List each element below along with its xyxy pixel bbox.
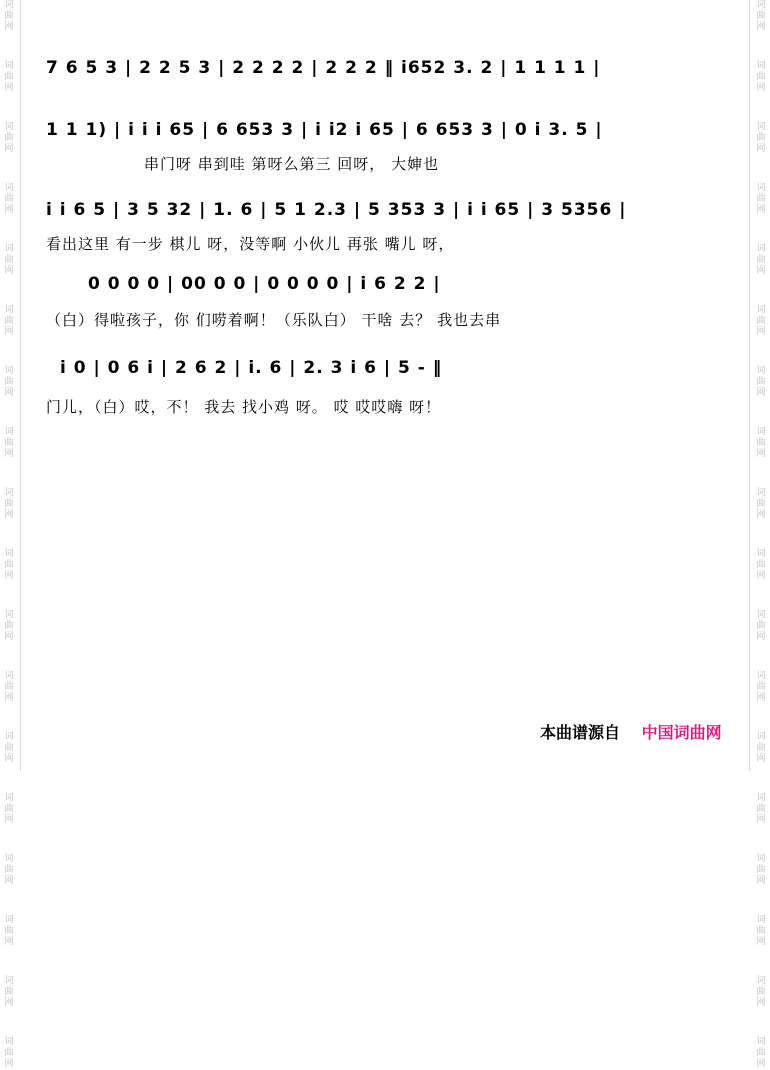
- watermark-char: 网: [756, 815, 766, 825]
- watermark-char: 网: [4, 693, 14, 703]
- watermark-char: 曲: [756, 316, 766, 326]
- watermark-char: 网: [4, 815, 14, 825]
- watermark-char: 网: [4, 22, 14, 32]
- watermark-char: 曲: [4, 316, 14, 326]
- watermark-char: 网: [756, 571, 766, 581]
- site-name-link[interactable]: 中国词曲网: [641, 723, 722, 742]
- watermark-char: 词: [756, 488, 766, 498]
- watermark-char: 词: [4, 366, 14, 376]
- watermark-char: 网: [756, 205, 766, 215]
- score-line-1-notes: 7 6 5 3 | 2 2 5 3 | 2 2 2 2 | 2 2 2 ‖ i652 3. 2 | 1 1 1 1 |: [46, 58, 601, 78]
- score-line-2-notes: 1 1 1) | i i i 65 | 6 653 3 | i i2 i 65 | 6 653 3 | 0 i 3. 5 |: [46, 120, 603, 140]
- watermark-char: 网: [4, 510, 14, 520]
- watermark-char: 曲: [4, 194, 14, 204]
- watermark-char: 网: [756, 510, 766, 520]
- watermark-char: 词: [756, 915, 766, 925]
- watermark-char: 网: [756, 327, 766, 337]
- watermark-char: 词: [756, 305, 766, 315]
- watermark-char: 词: [4, 1037, 14, 1047]
- right-border-line: [749, 0, 750, 771]
- score-line-3-lyrics: 看出这里 有一步 棋儿 呀，没等啊 小伙儿 再张 嘴儿 呀，: [46, 235, 455, 253]
- watermark-char: 网: [4, 388, 14, 398]
- watermark-char: 词: [756, 732, 766, 742]
- watermark-char: 网: [4, 632, 14, 642]
- watermark-char: 曲: [756, 865, 766, 875]
- score-line-4-notes: 0 0 0 0 | 00 0 0 | 0 0 0 0 | i 6 2 2 |: [88, 274, 441, 294]
- score-line-5-notes: i 0 | 0 6 i | 2 6 2 | i. 6 | 2. 3 i 6 | 5 - ‖: [60, 358, 443, 378]
- watermark-char: 曲: [4, 438, 14, 448]
- watermark-char: 曲: [4, 621, 14, 631]
- watermark-char: 曲: [756, 560, 766, 570]
- watermark-char: 词: [4, 244, 14, 254]
- watermark-char: 词: [756, 61, 766, 71]
- watermark-char: 网: [756, 22, 766, 32]
- watermark-char: 曲: [756, 804, 766, 814]
- watermark-char: 网: [4, 144, 14, 154]
- watermark-char: 词: [756, 549, 766, 559]
- watermark-char: 网: [4, 205, 14, 215]
- watermark-char: 网: [756, 83, 766, 93]
- watermark-char: 词: [756, 0, 766, 10]
- right-watermark-column: [754, 0, 768, 1069]
- watermark-char: 网: [4, 327, 14, 337]
- watermark-char: 网: [4, 937, 14, 947]
- watermark-char: 曲: [4, 804, 14, 814]
- watermark-char: 曲: [756, 682, 766, 692]
- watermark-char: 词: [756, 793, 766, 803]
- score-line-3-notes: i i 6 5 | 3 5 32 | 1. 6 | 5 1 2.3 | 5 353 3 | i i 65 | 3 5356 |: [46, 200, 627, 220]
- watermark-char: 曲: [756, 194, 766, 204]
- music-score: [46, 52, 726, 452]
- watermark-char: 网: [756, 449, 766, 459]
- watermark-char: 网: [756, 876, 766, 886]
- watermark-char: 词: [756, 244, 766, 254]
- watermark-char: 网: [756, 632, 766, 642]
- watermark-char: 网: [756, 266, 766, 276]
- watermark-char: 词: [4, 976, 14, 986]
- watermark-char: 词: [4, 549, 14, 559]
- watermark-char: 曲: [756, 926, 766, 936]
- left-watermark-column: [2, 0, 16, 1069]
- watermark-char: 词: [756, 854, 766, 864]
- watermark-char: 曲: [4, 72, 14, 82]
- watermark-char: 词: [4, 183, 14, 193]
- watermark-char: 词: [4, 793, 14, 803]
- watermark-char: 词: [4, 671, 14, 681]
- watermark-char: 曲: [756, 11, 766, 21]
- watermark-char: 词: [4, 122, 14, 132]
- watermark-char: 网: [756, 1059, 766, 1069]
- watermark-char: 网: [4, 998, 14, 1008]
- watermark-char: 网: [756, 693, 766, 703]
- watermark-char: 词: [4, 488, 14, 498]
- left-border-line: [20, 0, 21, 771]
- watermark-char: 曲: [756, 438, 766, 448]
- watermark-char: 曲: [4, 743, 14, 753]
- watermark-char: 曲: [756, 255, 766, 265]
- watermark-char: 词: [756, 671, 766, 681]
- score-line-4-lyrics: （白）得啦孩子，你 们唠着啊！（乐队白） 干啥 去？ 我也去串: [46, 311, 502, 329]
- watermark-char: 词: [4, 732, 14, 742]
- watermark-char: 网: [756, 754, 766, 764]
- watermark-char: 曲: [4, 255, 14, 265]
- watermark-char: 曲: [756, 621, 766, 631]
- watermark-char: 网: [756, 998, 766, 1008]
- watermark-char: 网: [756, 388, 766, 398]
- watermark-char: 网: [4, 266, 14, 276]
- watermark-char: 曲: [756, 133, 766, 143]
- score-line-2-lyrics: 串门呀 串到哇 第呀么第三 回呀， 大婶也: [144, 155, 440, 173]
- watermark-char: 曲: [4, 560, 14, 570]
- watermark-char: 曲: [4, 133, 14, 143]
- watermark-char: 曲: [756, 987, 766, 997]
- watermark-char: 曲: [4, 11, 14, 21]
- watermark-char: 词: [756, 366, 766, 376]
- watermark-char: 曲: [4, 865, 14, 875]
- watermark-char: 词: [4, 305, 14, 315]
- watermark-char: 网: [756, 144, 766, 154]
- watermark-char: 曲: [4, 987, 14, 997]
- watermark-char: 曲: [4, 1048, 14, 1058]
- watermark-char: 曲: [756, 72, 766, 82]
- watermark-char: 曲: [4, 377, 14, 387]
- watermark-char: 词: [4, 854, 14, 864]
- watermark-char: 词: [4, 915, 14, 925]
- watermark-char: 曲: [4, 499, 14, 509]
- watermark-char: 词: [4, 427, 14, 437]
- watermark-char: 词: [4, 61, 14, 71]
- watermark-char: 词: [4, 610, 14, 620]
- watermark-char: 曲: [756, 743, 766, 753]
- watermark-char: 网: [4, 754, 14, 764]
- watermark-char: 词: [756, 1037, 766, 1047]
- watermark-char: 网: [4, 571, 14, 581]
- watermark-char: 词: [756, 122, 766, 132]
- watermark-char: 网: [4, 876, 14, 886]
- watermark-char: 曲: [756, 377, 766, 387]
- watermark-char: 曲: [756, 499, 766, 509]
- watermark-char: 词: [756, 183, 766, 193]
- watermark-char: 词: [756, 976, 766, 986]
- watermark-char: 网: [4, 83, 14, 93]
- watermark-char: 词: [756, 610, 766, 620]
- watermark-char: 曲: [4, 682, 14, 692]
- watermark-char: 网: [4, 1059, 14, 1069]
- source-footer: [540, 720, 722, 743]
- score-line-5-lyrics: 门儿，（白）哎，不！ 我去 找小鸡 呀。 哎 哎哎嗨 呀！: [46, 398, 442, 416]
- watermark-char: 网: [756, 937, 766, 947]
- watermark-char: 曲: [756, 1048, 766, 1058]
- watermark-char: 曲: [4, 926, 14, 936]
- source-label: 本曲谱源自: [540, 723, 621, 742]
- watermark-char: 词: [756, 427, 766, 437]
- watermark-char: 词: [4, 0, 14, 10]
- watermark-char: 网: [4, 449, 14, 459]
